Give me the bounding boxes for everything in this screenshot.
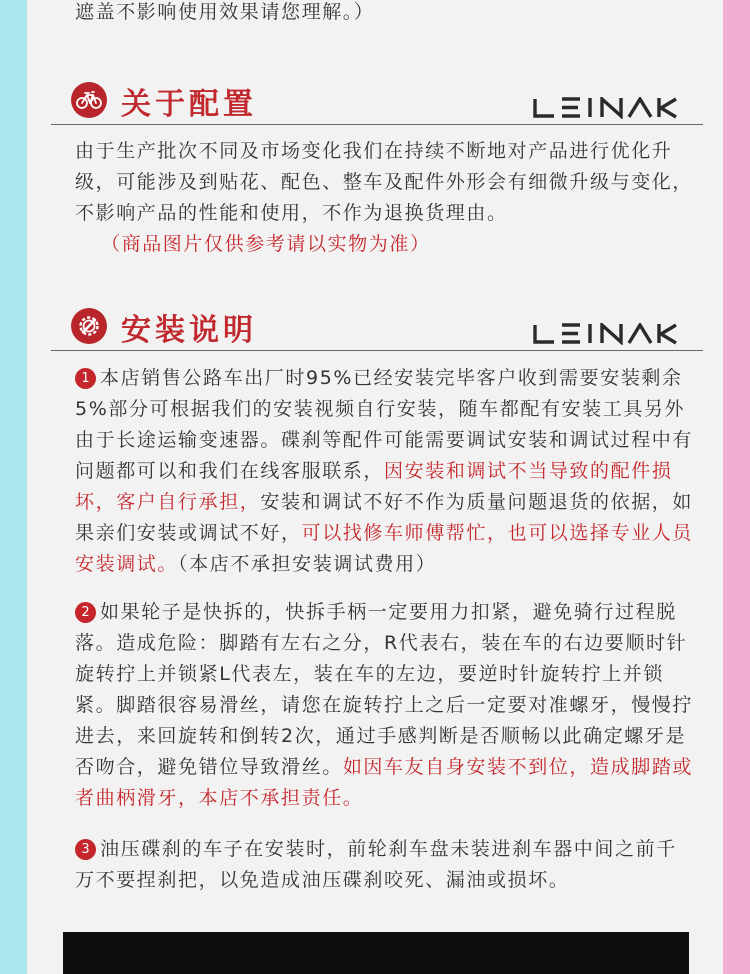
config-body-text: 由于生产批次不同及市场变化我们在持续不断地对产品进行优化升级，可能涉及到贴花、配色、整车及配件外形会有细微升级与变化，不影响产品的性能和使用，不作为退换货理由。 [75, 140, 694, 224]
config-section-title: 关于配置 [121, 87, 257, 122]
install-divider [51, 350, 703, 351]
config-divider [51, 124, 703, 125]
leinak-logo [532, 323, 678, 345]
item-number-badge: 2 [75, 602, 96, 623]
install-item-1-text-b: 安装和调试不好不作为质量问题退货的依据，如果亲们安装或调试不好， [75, 491, 694, 544]
config-note-text: （商品图片仅供参考请以实物为准） [101, 233, 431, 255]
install-item-1-warning-b: 可以找修车师傅帮忙，也可以选择专业人员安装调试。 [75, 522, 694, 575]
install-item-3-text-a: 油压碟刹的车子在安装时，前轮刹车盘未装进刹车器中间之前千万不要捏刹把，以免造成油压碟刹咬死、漏油或损坏。 [75, 838, 677, 891]
item-number-badge: 1 [75, 368, 96, 389]
install-item-1-warning-a: 因安装和调试不当导致的配件损坏，客户自行承担， [75, 460, 673, 513]
intro-tail-text: 遮盖不影响使用效果请您理解。） [75, 1, 375, 23]
leinak-logo [532, 97, 678, 119]
dark-image-panel [63, 932, 689, 974]
left-decorative-stripe [0, 0, 27, 974]
install-item-1 [75, 363, 695, 580]
install-section-title: 安装说明 [121, 313, 257, 348]
content-panel [27, 0, 723, 974]
bicycle-icon [71, 82, 107, 118]
gear-wrench-icon [71, 308, 107, 344]
item-number-badge: 3 [75, 839, 96, 860]
install-item-2-text-a: 如果轮子是快拆的，快拆手柄一定要用力扣紧，避免骑行过程脱落。造成危险：脚踏有左右之分，R代表右，装在车的右边要顺时针旋转拧上并锁紧L代表左，装在车的左边，要逆时针旋转拧上并锁紧。脚踏很容易滑丝，请您在旋转拧上之后一定要对准螺牙，慢慢拧进去，来回旋转和倒转2次，通过手感判断是否顺畅以此确定螺牙是否吻合，避免错位导致滑丝。 [75, 601, 694, 778]
install-item-2 [75, 597, 695, 814]
install-item-1-text-c: （本店不承担安装调试费用） [178, 553, 437, 575]
install-item-2-warning: 如因车友自身安装不到位，造成脚踏或者曲柄滑牙，本店不承担责任。 [75, 756, 694, 809]
right-decorative-stripe [723, 0, 750, 974]
install-item-3 [75, 834, 695, 896]
install-item-1-text-a: 本店销售公路车出厂时95%已经安装完毕客户收到需要安装剩余5%部分可根据我们的安装视频自行安装，随车都配有安装工具另外由于长途运输变速器。碟刹等配件可能需要调试安装和调试过程中有问题都可以和我们在线客服联系， [75, 367, 694, 482]
